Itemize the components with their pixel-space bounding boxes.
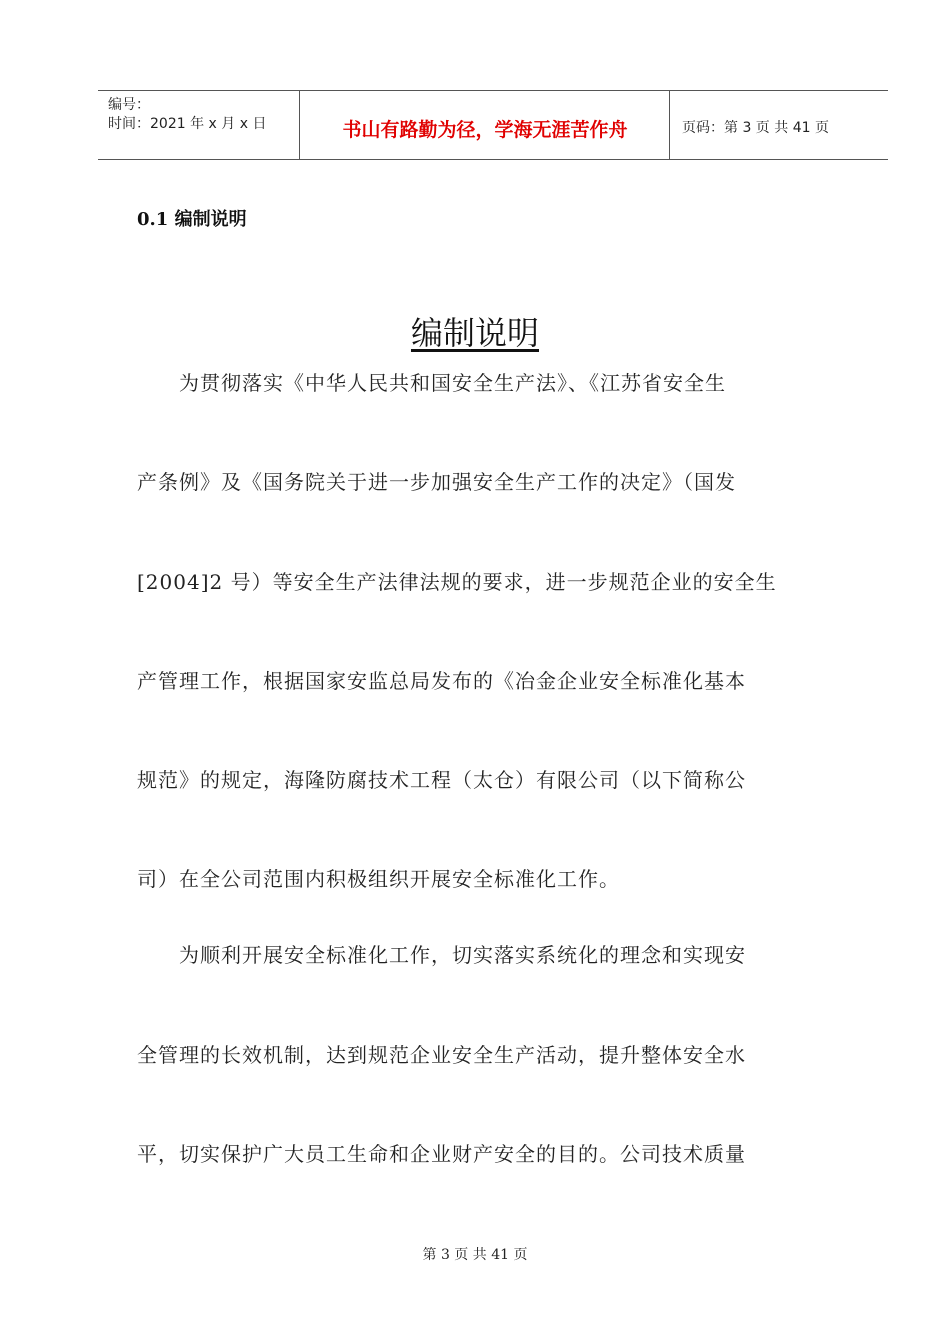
body-line: 全管理的长效机制，达到规范企业安全生产活动，提升整体安全水 [137, 1043, 746, 1067]
header-motto-cell [299, 91, 670, 159]
document-title-text: 编制说明 [410, 314, 539, 352]
page-header [98, 90, 888, 160]
body-line: 产条例》及《国务院关于进一步加强安全生产工作的决定》（国发 [137, 470, 736, 494]
body-line: 为贯彻落实《中华人民共和国安全生产法》、《江苏省安全生 [137, 371, 726, 395]
header-page-info: 页码：第 3 页 共 41 页 [682, 120, 829, 136]
header-meta-cell [98, 91, 299, 159]
serial-label: 编号： [108, 97, 150, 113]
page-footer: 第 3 页 共 41 页 [422, 1247, 528, 1263]
section-heading: 0.1 编制说明 [137, 209, 247, 230]
time-label: 时间：2021 年 x 月 x 日 [108, 116, 267, 132]
body-line: 司）在全公司范围内积极组织开展安全标准化工作。 [137, 867, 620, 891]
header-page-cell [669, 91, 889, 159]
document-title [0, 308, 950, 354]
body-line: [2004]2 号）等安全生产法律法规的要求，进一步规范企业的安全生 [137, 570, 777, 594]
body-line: 产管理工作，根据国家安监总局发布的《冶金企业安全标准化基本 [137, 669, 746, 693]
header-motto: 书山有路勤为径，学海无涯苦作舟 [342, 119, 628, 141]
body-line: 规范》的规定，海隆防腐技术工程（太仓）有限公司（以下简称公 [137, 768, 746, 792]
body-line: 平，切实保护广大员工生命和企业财产安全的目的。公司技术质量 [137, 1142, 746, 1166]
body-line: 为顺利开展安全标准化工作，切实落实系统化的理念和实现安 [137, 943, 746, 967]
